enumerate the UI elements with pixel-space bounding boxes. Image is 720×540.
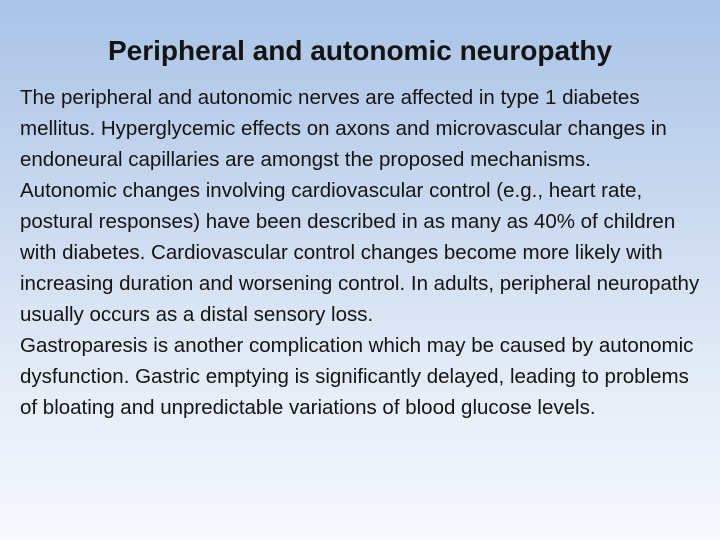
slide-title: Peripheral and autonomic neuropathy (107, 35, 613, 66)
slide-body (20, 82, 710, 423)
body-paragraph-pathogenesis: The peripheral and autonomic nerves are affected in type 1 diabetes mellitus. Hyperglycemic effects on axons and microvascular changes in endoneural capillaries are amongst the proposed mechanisms. (20, 86, 667, 171)
body-paragraph-autonomic-changes: Autonomic changes involving cardiovascular control (e.g., heart rate, postural responses) have been described in as many as 40% of children with diabetes. Cardiovascular control changes become more likely with increasing duration and worsening control. In adults, peripheral neuropathy usually occurs as a distal sensory loss. (20, 179, 700, 326)
body-paragraph-gastroparesis: Gastroparesis is another complication which may be caused by autonomic dysfunction. Gastric emptying is significantly delayed, leading to problems of bloating and unpredictable variations of blood glucose levels. (20, 334, 694, 419)
